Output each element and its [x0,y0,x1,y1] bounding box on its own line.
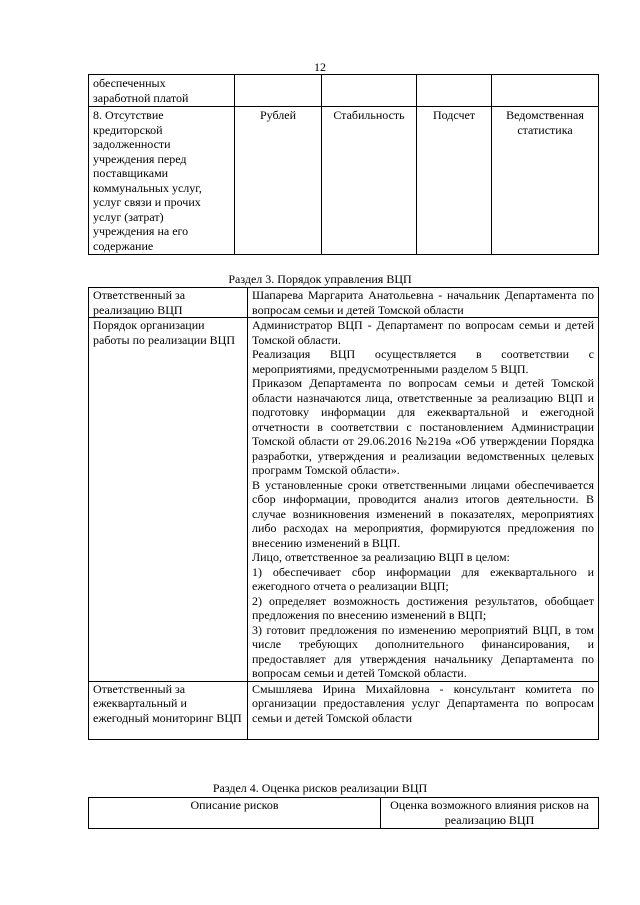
indicator-name-cell [89,75,235,107]
indicator-name-cell [89,107,235,255]
cell-text: кредиторской [93,122,163,137]
risks-table [88,797,599,829]
paragraph: 2) определяет возможность достижения результатов, обобщает предложения по внесению изменений в ВЦП; [252,593,594,622]
cell-text: учреждения перед [93,151,187,166]
management-table [88,287,599,740]
paragraph: Смышляева Ирина Михайловна - консультант комитета по организации предоставления услуг Департамента по вопросам семьи и детей Томской области [252,681,594,725]
page-number: 12 [314,60,326,74]
cell-text: услуг (затрат) [93,209,164,224]
paragraph: Шапарева Маргарита Анатольевна - начальник Департамента по вопросам семьи и детей Томской области [252,288,594,317]
cell-text: коммунальных услуг, [93,180,202,195]
table-row [89,288,599,318]
section3-title: Раздел 3. Порядок управления ВЦП [228,272,412,286]
unit-cell [235,75,322,107]
cell-text: содержание [93,238,154,253]
table-row [89,107,599,255]
paragraph: 3) готовит предложения по изменению мероприятий ВЦП, в том числе требующих дополнительного финансирования, и предоставляет для утверждения начальнику Департамента по вопросам семьи и детей Томской области. [252,622,594,680]
source-cell [492,75,599,107]
row-key: Ответственный за реализацию ВЦП [89,288,248,318]
table-row [89,681,599,740]
table-row [89,75,599,107]
cell-text: поставщиками [93,166,169,180]
table-row [89,318,599,682]
indicators-table [88,74,599,255]
row-value [248,681,599,740]
paragraph: Лицо, ответственное за реализацию ВЦП в целом: [252,550,510,564]
method-cell: Подсчет [417,107,492,255]
cell-text: 8. Отсутствие [93,108,164,122]
type-cell: Стабильность [322,107,417,255]
row-key: Порядок организации работы по реализации ВЦП [89,318,248,682]
header-risk-description: Описание рисков [89,798,381,829]
header-risk-impact: Оценка возможного влияния рисков на реализацию ВЦП [381,798,599,829]
row-value [248,288,599,318]
cell-text: учреждения на его [93,224,189,238]
cell-text: заработной платой [93,90,189,105]
paragraph: Администратор ВЦП - Департамент по вопросам семьи и детей Томской области. [252,318,594,347]
paragraph: 1) обеспечивает сбор информации для ежеквартального и ежегодного отчета о реализации ВЦП; [252,564,594,593]
paragraph: В установленные сроки ответственными лицами обеспечивается сбор информации, проводится анализ итогов деятельности. В случае возникновения изменений в показателях, мероприятиях либо расходах на мероприятия, формируются предложения по внесению изменений в ВЦП. [252,477,594,550]
cell-text: услуг связи и прочих [93,195,201,209]
unit-cell: Рублей [235,107,322,255]
method-cell [417,75,492,107]
row-value [248,318,599,682]
cell-text: задолженности [93,137,171,151]
type-cell [322,75,417,107]
table-header-row [89,798,599,829]
section4-title: Раздел 4. Оценка рисков реализации ВЦП [212,781,428,795]
row-key: Ответственный за ежеквартальный и ежегодный мониторинг ВЦП [89,681,248,740]
source-cell: Ведомственная статистика [492,107,599,255]
paragraph: Приказом Департамента по вопросам семьи и детей Томской области назначаются лица, ответственные за реализацию ВЦП и подготовку информации для ежеквартальной и ежегодной отчетности в соответствии с постановлением Администрации Томской области от 29.06.2016 №219а «Об утверждении Порядка разработки, утверждения и реализации ведомственных целевых программ Томской области». [252,376,594,477]
paragraph: Реализация ВЦП осуществляется в соответствии с мероприятиями, предусмотренными разделом 5 ВЦП. [252,347,594,376]
cell-text: обеспеченных [93,76,166,90]
